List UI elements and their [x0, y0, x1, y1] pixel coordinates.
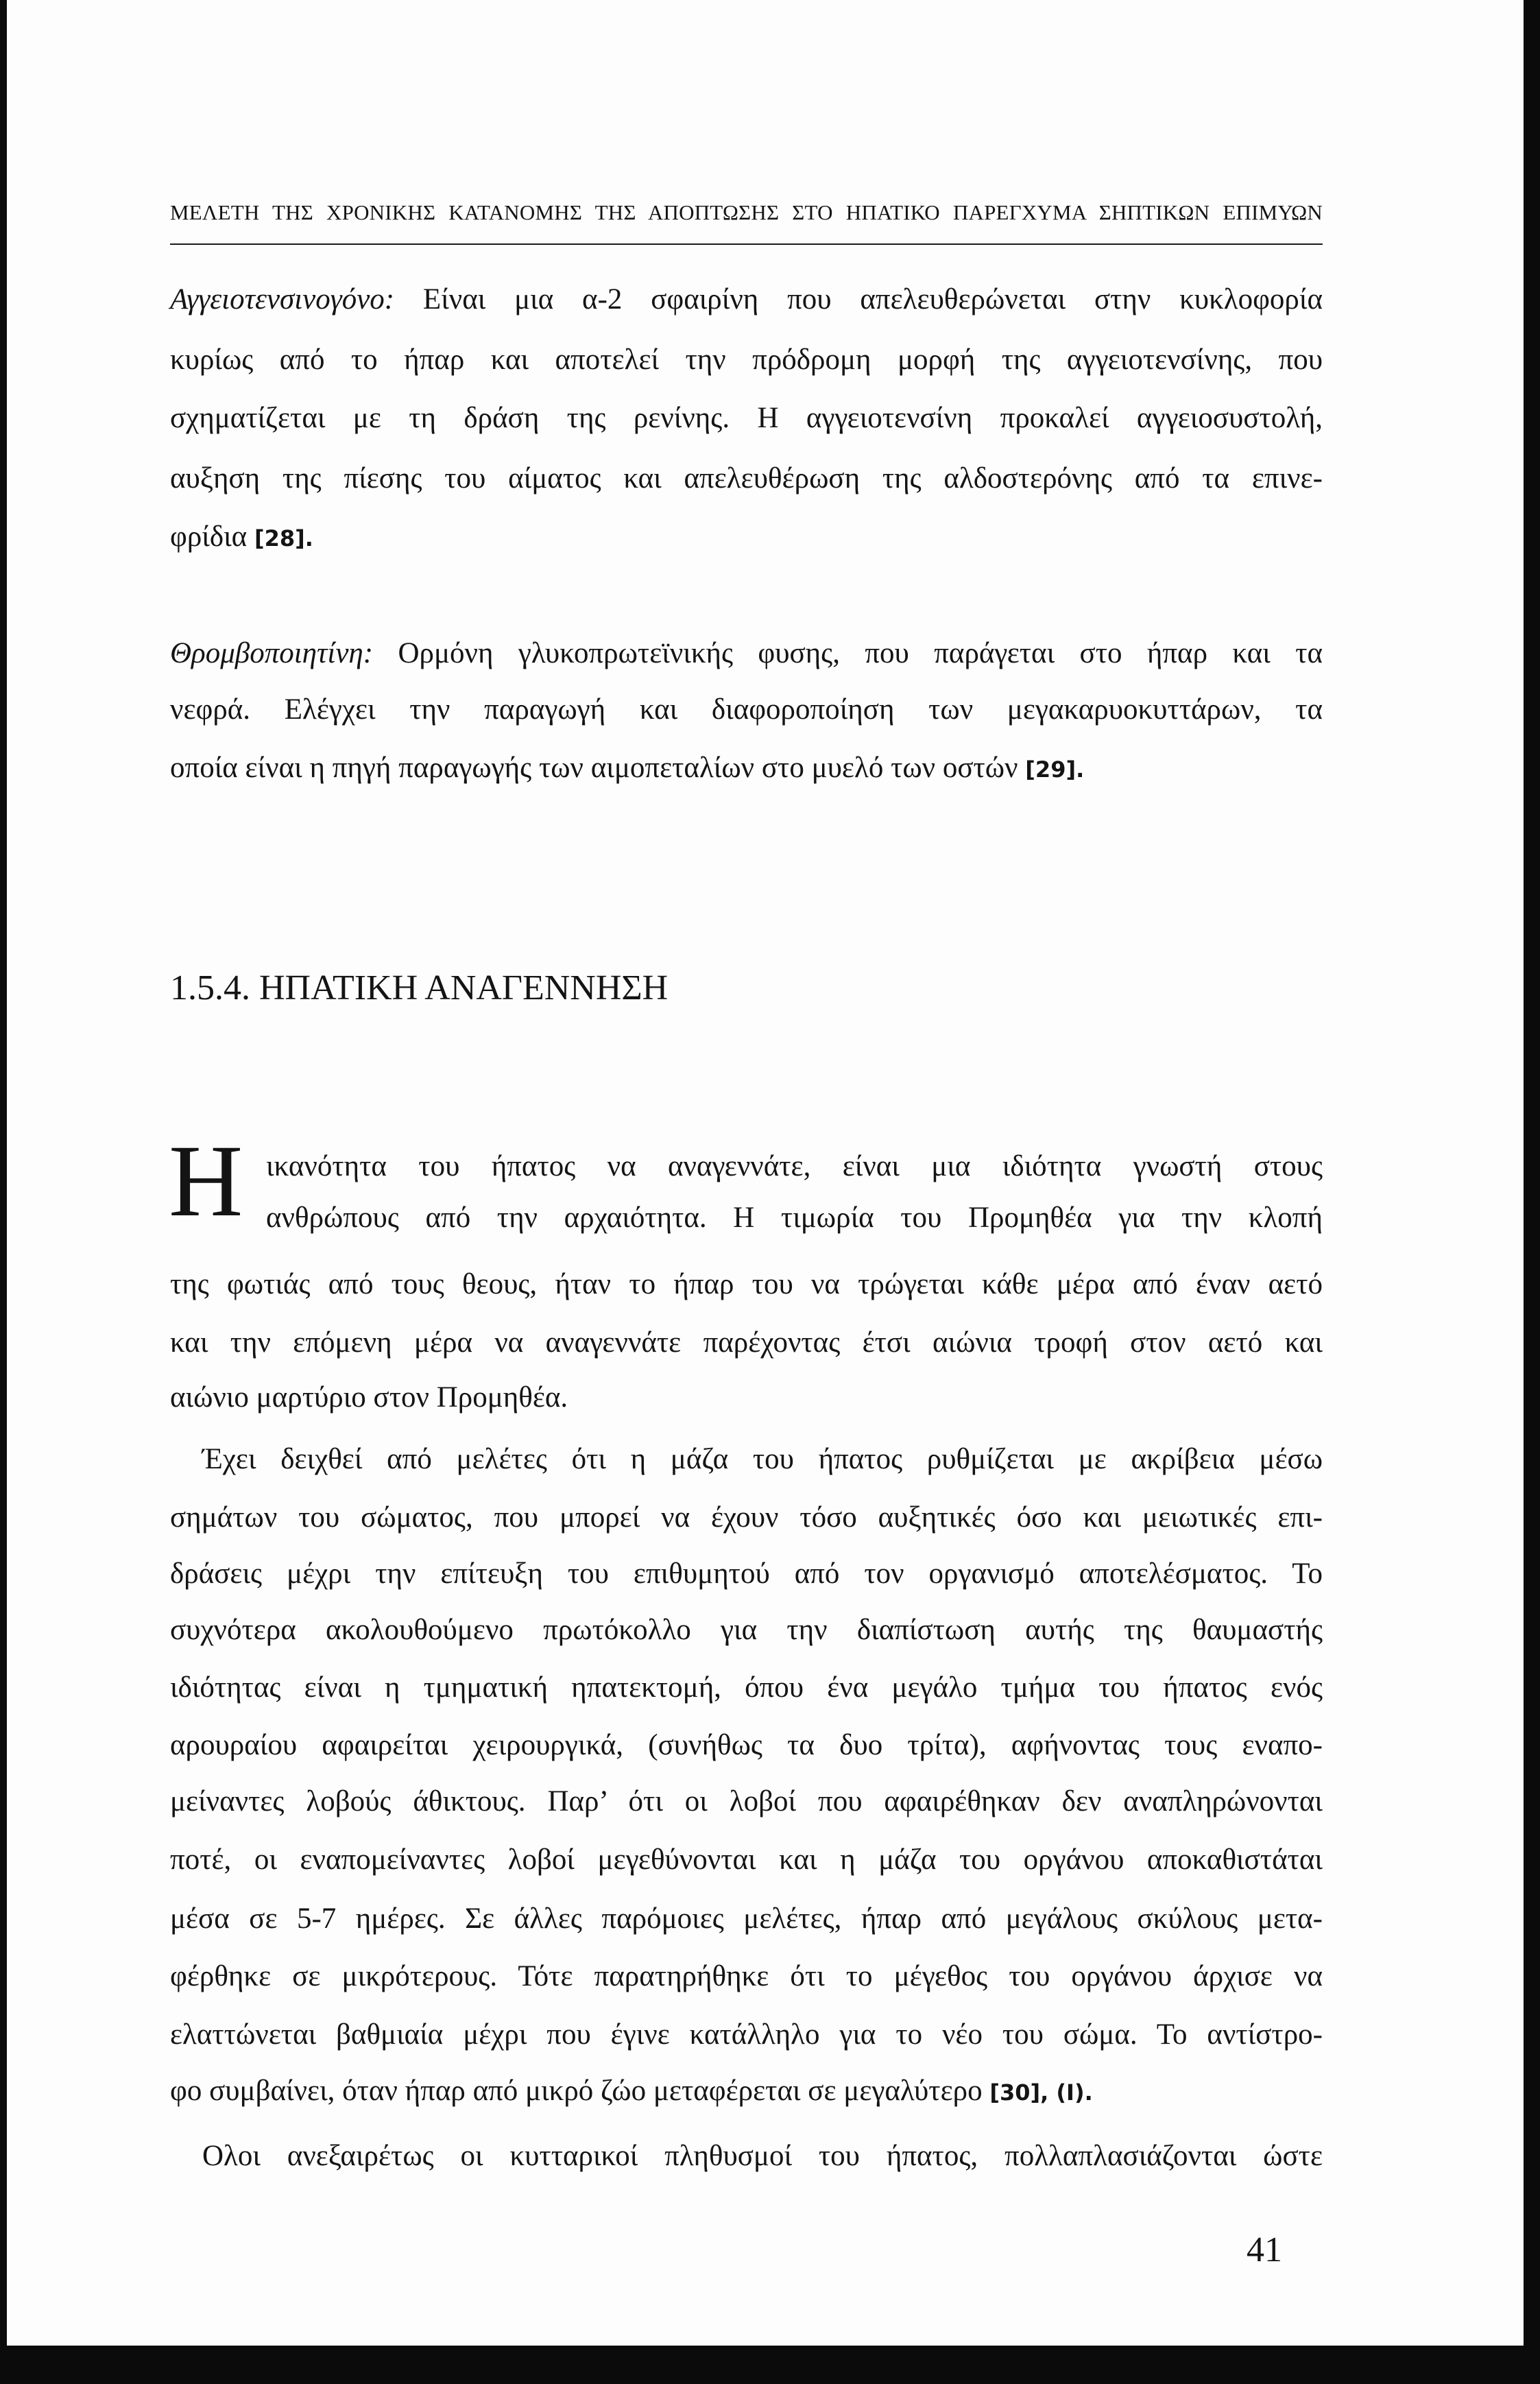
angiotensinogen-line-1 — [170, 279, 1323, 320]
paragraph-1-line-5: αιώνιο μαρτύριο στον Προμηθέα. — [170, 1381, 568, 1414]
citation-reference: [29]. — [1025, 756, 1085, 783]
paragraph-1-line-2: ανθρώπους από την αρχαιότητα. Η τιμωρία του Προμηθέα για την κλοπή — [266, 1202, 1323, 1234]
paragraph-2-line-5: ιδιότητας είναι η τμηματική ηπατεκτομή, όπου ένα μεγάλο τμήμα του ήπατος ενός — [170, 1671, 1323, 1704]
paragraph-2-line-10: φέρθηκε σε μικρότερους. Τότε παρατηρήθηκε ότι το μέγεθος του οργάνου άρχισε να — [170, 1960, 1323, 1992]
paragraph-text: φο συμβαίνει, όταν ήπαρ από μικρό ζώο μεταφέρεται σε μεγαλύτερο — [170, 2075, 990, 2107]
paragraph-2-line-6: αρουραίου αφαιρείται χειρουργικά, (συνήθως τα δυο τρίτα), αφήνοντας τους εναπο- — [170, 1729, 1323, 1761]
section-number: 1.5.4. — [170, 968, 250, 1008]
angiotensinogen-line-4: αυξηση της πίεσης του αίματος και απελευθέρωση της αλδοστερόνης από τα επινε- — [170, 462, 1323, 494]
paragraph-1-line-3: της φωτιάς από τους θεους, ήταν το ήπαρ του να τρώγεται κάθε μέρα από έναν αετό — [170, 1268, 1323, 1300]
scan-border-left — [0, 0, 7, 2384]
paragraph-2-line-1: Έχει δειχθεί από μελέτες ότι η μάζα του ήπατος ρυθμίζεται με ακρίβεια μέσω — [202, 1443, 1323, 1475]
paragraph-2-line-2: σημάτων του σώματος, που μπορεί να έχουν τόσο αυξητικές όσο και μειωτικές επι- — [170, 1501, 1323, 1534]
angiotensinogen-line-3: σχηματίζεται με τη δράση της ρενίνης. Η αγγειοτενσίνη προκαλεί αγγειοσυστολή, — [170, 402, 1323, 434]
definition-text: Είναι μια α-2 σφαιρίνη που απελευθερώνεται στην κυκλοφορία — [394, 283, 1323, 315]
angiotensinogen-line-2: κυρίως από το ήπαρ και αποτελεί την πρόδρομη μορφή της αγγειοτενσίνης, που — [170, 344, 1323, 376]
thrombopoietin-line-2: νεφρά. Ελέγχει την παραγωγή και διαφοροποίηση των μεγακαρυοκυττάρων, τα — [170, 693, 1323, 726]
definition-text: φρίδια — [170, 521, 254, 553]
paragraph-2-line-12 — [170, 2071, 1323, 2112]
section-title: ΗΠΑΤΙΚΗ ΑΝΑΓΕΝΝΗΣΗ — [259, 968, 669, 1008]
paragraph-1-line-4: και την επόμενη μέρα να αναγεννάτε παρέχοντας έτσι αιώνια τροφή στον αετό και — [170, 1326, 1323, 1359]
header-rule — [170, 243, 1323, 245]
paragraph-2-line-11: ελαττώνεται βαθμιαία μέχρι που έγινε κατάλληλο για το νέο του σώμα. Το αντίστρο- — [170, 2018, 1323, 2051]
paragraph-2-line-8: ποτέ, οι εναπομείναντες λοβοί μεγεθύνονται και η μάζα του οργάνου αποκαθιστάται — [170, 1844, 1323, 1876]
paragraph-1-line-1: ικανότητα του ήπατος να αναγεννάτε, είναι μια ιδιότητα γνωστή στους — [266, 1150, 1323, 1182]
scan-border-right — [1524, 0, 1540, 2384]
citation-reference: [30], (I). — [989, 2079, 1093, 2106]
section-heading — [170, 964, 668, 1012]
thrombopoietin-line-3 — [170, 748, 1323, 789]
paragraph-2-line-4: συχνότερα ακολουθούμενο πρωτόκολλο για την διαπίστωση αυτής της θαυμαστής — [170, 1614, 1323, 1646]
page-number: 41 — [1247, 2230, 1282, 2269]
paragraph-2-line-3: δράσεις μέχρι την επίτευξη του επιθυμητού από τον οργανισμό αποτελέσματος. Το — [170, 1558, 1323, 1590]
definition-term: Αγγειοτενσινογόνο: — [170, 283, 395, 315]
paragraph-2-line-7: μείναντες λοβούς άθικτους. Παρ’ ότι οι λοβοί που αφαιρέθηκαν δεν αναπληρώνονται — [170, 1785, 1323, 1817]
drop-cap: Η — [169, 1124, 243, 1238]
definition-text: οποία είναι η πηγή παραγωγής των αιμοπεταλίων στο μυελό των οστών — [170, 752, 1026, 784]
citation-reference: [28]. — [254, 525, 313, 551]
running-header: ΜΕΛΕΤΗ ΤΗΣ ΧΡΟΝΙΚΗΣ ΚΑΤΑΝΟΜΗΣ ΤΗΣ ΑΠΟΠΤΩΣΗΣ ΣΤΟ ΗΠΑΤΙΚΟ ΠΑΡΕΓΧΥΜΑ ΣΗΠΤΙΚΩΝ ΕΠΙΜΥΩΝ — [170, 200, 1323, 224]
paragraph-2-line-9: μέσα σε 5-7 ημέρες. Σε άλλες παρόμοιες μελέτες, ήπαρ από μεγάλους σκύλους μετα- — [170, 1903, 1323, 1935]
paragraph-3-line-1: Ολοι ανεξαιρέτως οι κυτταρικοί πληθυσμοί του ήπατος, πολλαπλασιάζονται ώστε — [202, 2140, 1323, 2172]
definition-term: Θρομβοποιητίνη: — [170, 637, 374, 669]
thrombopoietin-line-1 — [170, 633, 1323, 674]
definition-text: Ορμόνη γλυκοπρωτεϊνικής φυσης, που παράγεται στο ήπαρ και τα — [373, 637, 1323, 669]
angiotensinogen-line-5 — [170, 516, 1323, 558]
scan-border-bottom — [0, 2346, 1540, 2384]
